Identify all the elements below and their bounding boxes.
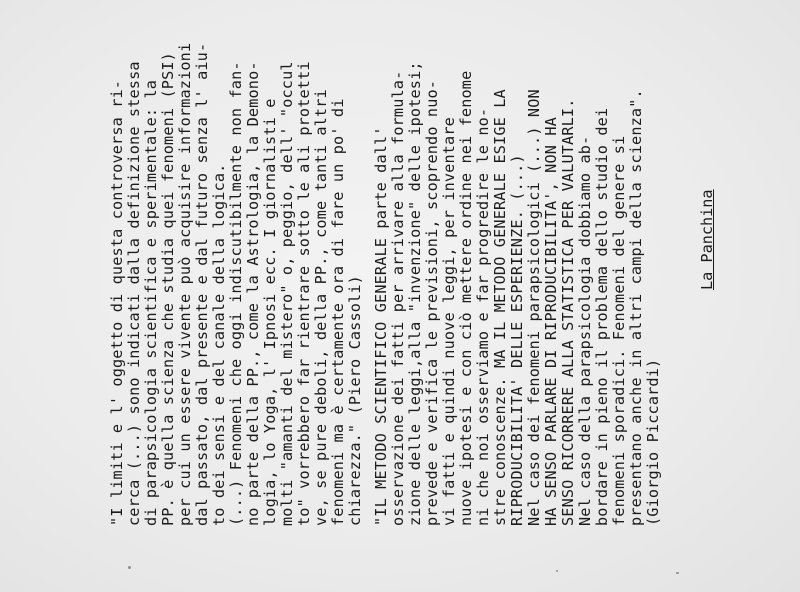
text-line-1: "I limiti e l' oggetto di questa controversa ri- bbox=[108, 79, 126, 526]
text-line-15: chiarezza." (Piero Cassoli) bbox=[345, 275, 364, 526]
text-line-26: HA SENSO PARLARE DI RIPRODUCIBILITA', NON HA bbox=[542, 117, 561, 526]
paper-speck bbox=[556, 570, 558, 572]
text-line-31: presentano anche in altri campi della scienza". bbox=[627, 89, 645, 526]
text-line-2: cerca (...) sono indicati dalla definizione stessa bbox=[125, 61, 143, 526]
text-line-19: prevede e verifica le previsioni, scoprendo nuo- bbox=[423, 79, 442, 526]
text-line-12: to" vorrebbero far rientrare sotto le ali protetti bbox=[294, 61, 313, 526]
text-line-23: stre conoscenze. MA IL METODO GENERALE ESIGE LA bbox=[491, 89, 510, 526]
text-line-4: PP. è quella scienza che studia quei fenomeni (PSI) bbox=[158, 52, 177, 526]
text-line-20: vi fatti e quindi nuove leggi, per inventare bbox=[440, 117, 459, 526]
paper-speck bbox=[676, 572, 679, 574]
text-line-3: di parapsicologia scientifica e sperimentale: la bbox=[142, 79, 160, 526]
text-line-5: per cui un essere vivente può acquisire informazioni bbox=[175, 42, 194, 526]
text-line-30: fenomeni sporadici. Fenomeni del genere si bbox=[610, 135, 628, 526]
text-line-18: zione delle leggi,alla "invenzione" delle ipotesi; bbox=[406, 61, 425, 526]
text-line-9: no parte della PP., come la Astrologia, la Demono- bbox=[243, 61, 262, 526]
paper-speck bbox=[128, 566, 131, 569]
text-line-32: (Giorgio Piccardi) bbox=[644, 358, 662, 526]
text-line-28: Nel caso della parapsicologia dobbiamo ab- bbox=[576, 135, 595, 526]
text-line-6: dal passato, dal presente e dal futuro senza l' aiu- bbox=[192, 42, 211, 526]
signature: La Panchina bbox=[698, 189, 716, 290]
text-line-27: SENSO RICORRERE ALLA STATISTICA PER VALUTARLI. bbox=[559, 98, 578, 526]
text-line-11: molti "amanti del mistero" o, peggio, dell' "occul bbox=[277, 61, 296, 526]
text-line-7: to dei sensi e del canale della logica. bbox=[209, 163, 228, 526]
text-line-10: logia, lo Yoga, l' Ipnosi ecc. I giornalisti e bbox=[260, 98, 279, 526]
text-line-17: osservazione dei fatti per arrivare alla formula- bbox=[389, 70, 408, 526]
text-line-22: ni che noi osserviamo e far progredire le no- bbox=[474, 107, 493, 526]
text-line-29: bordare in pieno il problema dello studio dei bbox=[593, 107, 612, 526]
text-line-14: fenomeni ma è certamente ora di fare un po' di bbox=[328, 98, 347, 526]
text-line-24: RIPRODUCIBILITA' DELLE ESPERIENZE. (...) bbox=[508, 154, 527, 526]
text-line-13: ve, se pure deboli, della PP., come tanti altri bbox=[311, 89, 330, 526]
text-line-25: Nel caso dei fenomeni parapsicologici (...) NON bbox=[525, 89, 544, 526]
text-line-16: "IL METODO SCIENTIFICO GENERALE parte dall' bbox=[372, 126, 391, 526]
text-line-8: (...) Fenomeni che oggi indiscutibilmente non fan- bbox=[226, 61, 245, 526]
text-line-21: nuove ipotesi e con ciò mettere ordine nei fenome bbox=[457, 70, 476, 526]
